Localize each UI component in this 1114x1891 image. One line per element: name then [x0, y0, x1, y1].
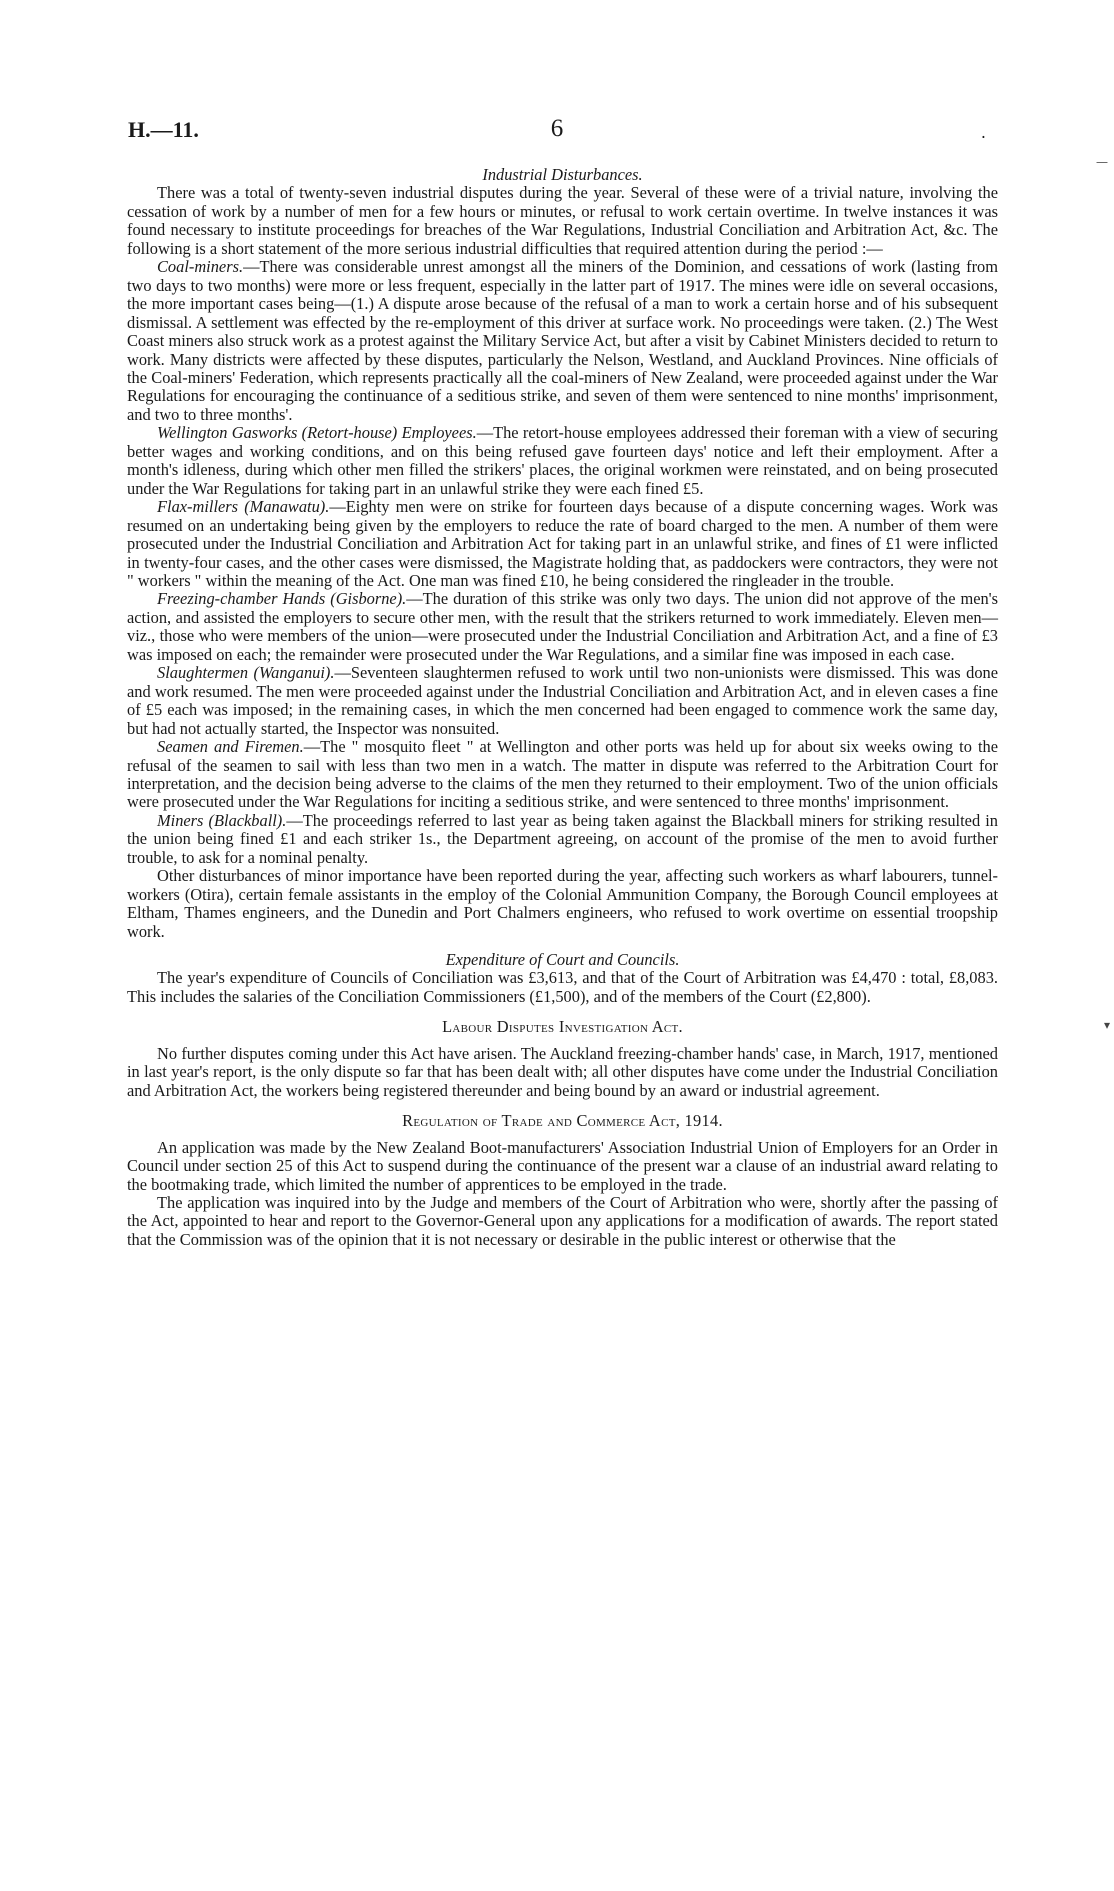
labour-text: No further disputes coming under this Act have arisen. The Auckland freezing-chamber hands' case, in March, 1917, mentioned in last year's report, is the only dispute so far that has been dealt with; all other disputes have come under the Industrial Conciliation and Arbitration Act, the workers being registered thereunder and being bound by an award or industrial agreement. — [127, 1043, 998, 1100]
case-text: —The " mosquito fleet " at Wellington and other ports was held up for about six weeks owing to the refusal of the seamen to sail with less than two men in a watch. The matter in dispute was referred to the Arbitration Court for interpretation, and the decision being adverse to the claims of the men they returned to their employment. Two of the union officials were prosecuted under the War Regulations for inciting a seditious strike, and were sentenced to three months' imprisonment. — [127, 737, 998, 812]
case-lead: Seamen and Firemen. — [157, 737, 304, 757]
document-number: H.—11. — [128, 117, 199, 142]
case-text: —Seventeen slaughtermen refused to work until two non-unionists were dismissed. This was done and work resumed. The men were proceeded against under the Industrial Conciliation and Arbitration Act, and in eleven cases a fine of £5 each was imposed; in the remaining cases, in which the men concerned had been engaged to commence work the same day, but had not actually started, the Inspector was nonsuited. — [127, 663, 998, 738]
case-lead: Slaughtermen (Wanganui). — [157, 663, 335, 683]
case-text: —Eighty men were on strike for fourteen days because of a dispute concerning wages. Work was resumed on an undertaking being given by the employers to reduce the rate of board charged to the men. A number of them were prosecuted under the Industrial Conciliation and Arbitration Act for taking part in an unlawful strike, and fines of £1 were inflicted in twenty-four cases, and the other cases were dismissed, the Magistrate holding that, as paddockers were contractors, they were not " workers " within the meaning of the Act. One man was fined £10, he being considered the ringleader in the trouble. — [127, 497, 998, 590]
running-header — [128, 117, 986, 147]
expenditure-text: The year's expenditure of Councils of Conciliation was £3,613, and that of the Court of Arbitration was £4,470 : total, £8,083. This includes the salaries of the Conciliation Commissioners (£1,500), and of the members of the Court (£2,800). — [127, 968, 998, 1006]
case-lead: Wellington Gasworks (Retort-house) Employees. — [157, 423, 477, 443]
industrial-intro: There was a total of twenty-seven industrial disputes during the year. Several of these were of a trivial nature, involving the cessation of work by a number of men for a few hours or minutes, or refusal to work certain overtime. In twelve instances it was found necessary to institute proceedings for breaches of the War Regulations, Industrial Conciliation and Arbitration Act, &c. The following is a short statement of the more serious industrial difficulties that required attention during the period :— — [127, 183, 998, 258]
margin-mark: ▾ — [1103, 1018, 1110, 1032]
case-lead: Miners (Blackball). — [157, 810, 287, 830]
section-heading-labour: Labour Disputes Investigation Act. — [442, 1017, 683, 1037]
industrial-closing: Other disturbances of minor importance have been reported during the year, affecting such workers as wharf labourers, tunnel-workers (Otira), certain female assistants in the employ of the Colonial Ammunition Company, the Borough Council employees at Eltham, Thames engineers, and the Dunedin and Port Chalmers engineers, who refused to work overtime on essential troopship work. — [127, 866, 998, 941]
page-body — [127, 166, 998, 1249]
case-paragraph — [127, 738, 998, 812]
case-lead: Flax-millers (Manawatu). — [157, 497, 330, 517]
case-lead: Freezing-chamber Hands (Gisborne). — [157, 589, 407, 609]
case-text: —There was considerable unrest amongst all the miners of the Dominion, and cessations of work (lasting from two days to two months) were more or less frequent, especially in the latter part of 1917. The mines were idle on several occasions, the more important cases being—(1.) A dispute arose because of the refusal of a man to work a certain horse and of his subsequent dismissal. A settlement was effected by the re-employment of this driver at surface work. No proceedings were taken. (2.) The West Coast miners also struck work as a protest against the Military Service Act, but after a visit by Cabinet Ministers decided to return to work. Many districts were affected by these disputes, particularly the Nelson, Westland, and Auckland Provinces. Nine officials of the Coal-miners' Federation, which represents practically all the coal-miners of New Zealand, were proceeded against under the War Regulations for encouraging the continuance of a seditious strike, and seven of them were sentenced to nine months' imprisonment, and two to three months'. — [127, 257, 998, 424]
section-heading-expenditure: Expenditure of Court and Councils. — [445, 950, 680, 970]
regulation-paragraph-1: An application was made by the New Zealand Boot-manufacturers' Association Industrial Union of Employers for an Order in Council under section 25 of this Act to suspend during the continuance of the present war a clause of an industrial award relating to the bootmaking trade, which limited the number of apprentices to be employed in the trade. — [127, 1137, 998, 1194]
header-dot: . — [980, 123, 986, 142]
case-paragraph — [127, 590, 998, 664]
case-paragraph — [127, 424, 998, 498]
case-text: —The retort-house employees addressed their foreman with a view of securing better wages and working conditions, and on this being refused gave fourteen days' notice and left their employment. After a month's idleness, during which other men filled the strikers' places, the original workmen were reinstated, and on being prosecuted under the War Regulations for taking part in an unlawful strike they were each fined £5. — [127, 423, 999, 498]
case-paragraph — [127, 812, 998, 867]
case-text: —The proceedings referred to last year as being taken against the Blackball miners for striking resulted in the union being fined £1 and each striker 1s., the Department agreeing, on account of the promise of the men to avoid further trouble, to ask for a nominal penalty. — [127, 810, 998, 867]
page-number: 6 — [550, 115, 564, 142]
case-lead: Coal-miners. — [157, 257, 244, 277]
margin-mark: — — [1096, 155, 1108, 169]
case-text: —The duration of this strike was only two days. The union did not approve of the men's action, and assisted the employers to secure other men, with the result that the strikers returned to work immediately. Eleven men—viz., those who were members of the union—were prosecuted under the Industrial Conciliation and Arbitration Act, and a fine of £3 was imposed on each; the remainder were prosecuted under the War Regulations, and a similar fine was imposed in each case. — [127, 589, 999, 664]
case-paragraph — [127, 258, 998, 424]
regulation-paragraph-2: The application was inquired into by the Judge and members of the Court of Arbitration who were, shortly after the passing of the Act, appointed to hear and report to the Governor-General upon any applications for a modification of awards. The report stated that the Commission was of the opinion that it is not necessary or desirable in the public interest or otherwise that the — [127, 1193, 998, 1249]
section-heading-industrial: Industrial Disturbances. — [482, 165, 643, 184]
section-heading-regulation: Regulation of Trade and Commerce Act, 1914. — [402, 1111, 723, 1131]
case-paragraph — [127, 498, 998, 590]
case-paragraph — [127, 664, 998, 738]
